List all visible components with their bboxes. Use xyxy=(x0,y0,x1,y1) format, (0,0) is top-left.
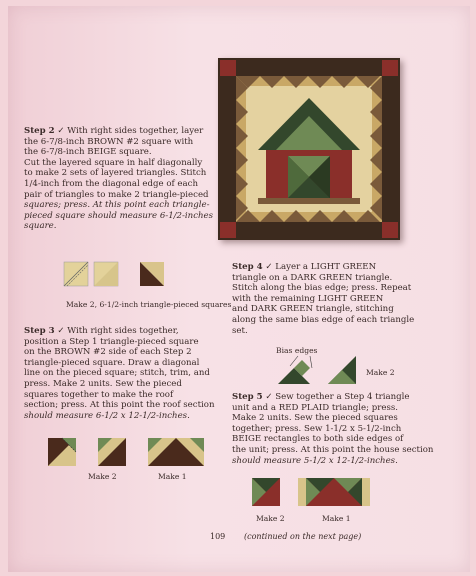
book-page xyxy=(8,6,470,572)
quilt-photo xyxy=(218,58,400,240)
step4-diagram xyxy=(270,356,380,386)
step2-line6: 1/4-inch from the diagonal edge of each xyxy=(24,178,198,189)
step4-line5: and DARK GREEN triangle, stitching xyxy=(232,304,394,315)
step5-line7: should measure 5-1/2 x 12-1/2-inches. xyxy=(232,455,398,466)
step2-line10: square. xyxy=(24,221,57,232)
bias-edges-label: Bias edges xyxy=(276,346,318,355)
step3-make1: Make 1 xyxy=(158,472,187,481)
step5-make1: Make 1 xyxy=(322,514,351,523)
step5-line5: BEIGE rectangles to both side edges of xyxy=(232,434,404,445)
step5-make2: Make 2 xyxy=(256,514,285,523)
step5-diagram xyxy=(252,478,392,510)
step2-diagram xyxy=(64,262,174,288)
step2-line8: squares; press. At this point each triangle- xyxy=(24,200,210,211)
step3-text xyxy=(24,326,224,421)
step4-line1: Layer a LIGHT GREEN xyxy=(275,262,377,272)
step5-label: Step 5 xyxy=(232,392,263,402)
step4-line7: set. xyxy=(232,325,248,336)
step4-line3: Stitch along the bias edge; press. Repeat xyxy=(232,283,412,294)
continued-note: (continued on the next page) xyxy=(244,532,362,541)
step3-line3: on the BROWN #2 side of each Step 2 xyxy=(24,347,192,358)
step5-line3: Make 2 units. Sew the pieced squares xyxy=(232,413,398,424)
step3-make2: Make 2 xyxy=(88,472,117,481)
check-icon: ✓ xyxy=(57,126,65,136)
step2-text xyxy=(24,126,224,232)
step4-line6: along the same bias edge of each triangle xyxy=(232,314,415,325)
check-icon: ✓ xyxy=(57,326,65,336)
step3-line5: line on the pieced square; stitch, trim, and xyxy=(24,368,210,379)
page-number: 109 xyxy=(210,532,226,541)
check-icon: ✓ xyxy=(265,392,273,402)
step2-line2: the 6-7/8-inch BROWN #2 square with xyxy=(24,136,194,147)
step5-line6: the unit; press. At this point the house section xyxy=(232,444,434,455)
step3-diagram xyxy=(48,438,208,470)
step3-line8: section; press. At this point the roof section xyxy=(24,400,215,411)
step2-line4: Cut the layered square in half diagonally xyxy=(24,157,203,168)
step2-label: Step 2 xyxy=(24,126,55,136)
step3-line7: squares together to make the roof xyxy=(24,389,174,400)
step4-label: Step 4 xyxy=(232,262,263,272)
step2-line1: With right sides together, layer xyxy=(67,126,204,136)
step3-label: Step 3 xyxy=(24,326,55,336)
step5-text xyxy=(232,392,458,466)
step5-line1: Sew together a Step 4 triangle xyxy=(275,392,410,402)
step3-line2: position a Step 1 triangle-pieced square xyxy=(24,336,199,347)
step3-line6: press. Make 2 units. Sew the pieced xyxy=(24,378,182,389)
step4-text xyxy=(232,262,458,336)
step2-caption: Make 2, 6-1/2-inch triangle-pieced squares xyxy=(66,300,232,309)
step2-line5: to make 2 sets of layered triangles. Stitch xyxy=(24,168,207,179)
step4-line4: with the remaining LIGHT GREEN xyxy=(232,293,384,304)
step3-line1: With right sides together, xyxy=(67,326,179,336)
step2-line9: pieced square should measure 6-1/2-inches xyxy=(24,210,214,221)
step5-line4: together; press. Sew 1-1/2 x 5-1/2-inch xyxy=(232,423,402,434)
step4-make2: Make 2 xyxy=(366,368,395,377)
step5-line2: unit and a RED PLAID triangle; press. xyxy=(232,402,399,413)
step3-line9: should measure 6-1/2 x 12-1/2-inches. xyxy=(24,410,190,421)
step4-line2: triangle on a DARK GREEN triangle. xyxy=(232,272,393,283)
step3-line4: triangle-pieced square. Draw a diagonal xyxy=(24,357,200,368)
step2-line7: pair of triangles to make 2 triangle-pieced xyxy=(24,189,209,200)
check-icon: ✓ xyxy=(265,262,273,272)
step2-line3: the 6-7/8-inch BEIGE square. xyxy=(24,147,152,158)
